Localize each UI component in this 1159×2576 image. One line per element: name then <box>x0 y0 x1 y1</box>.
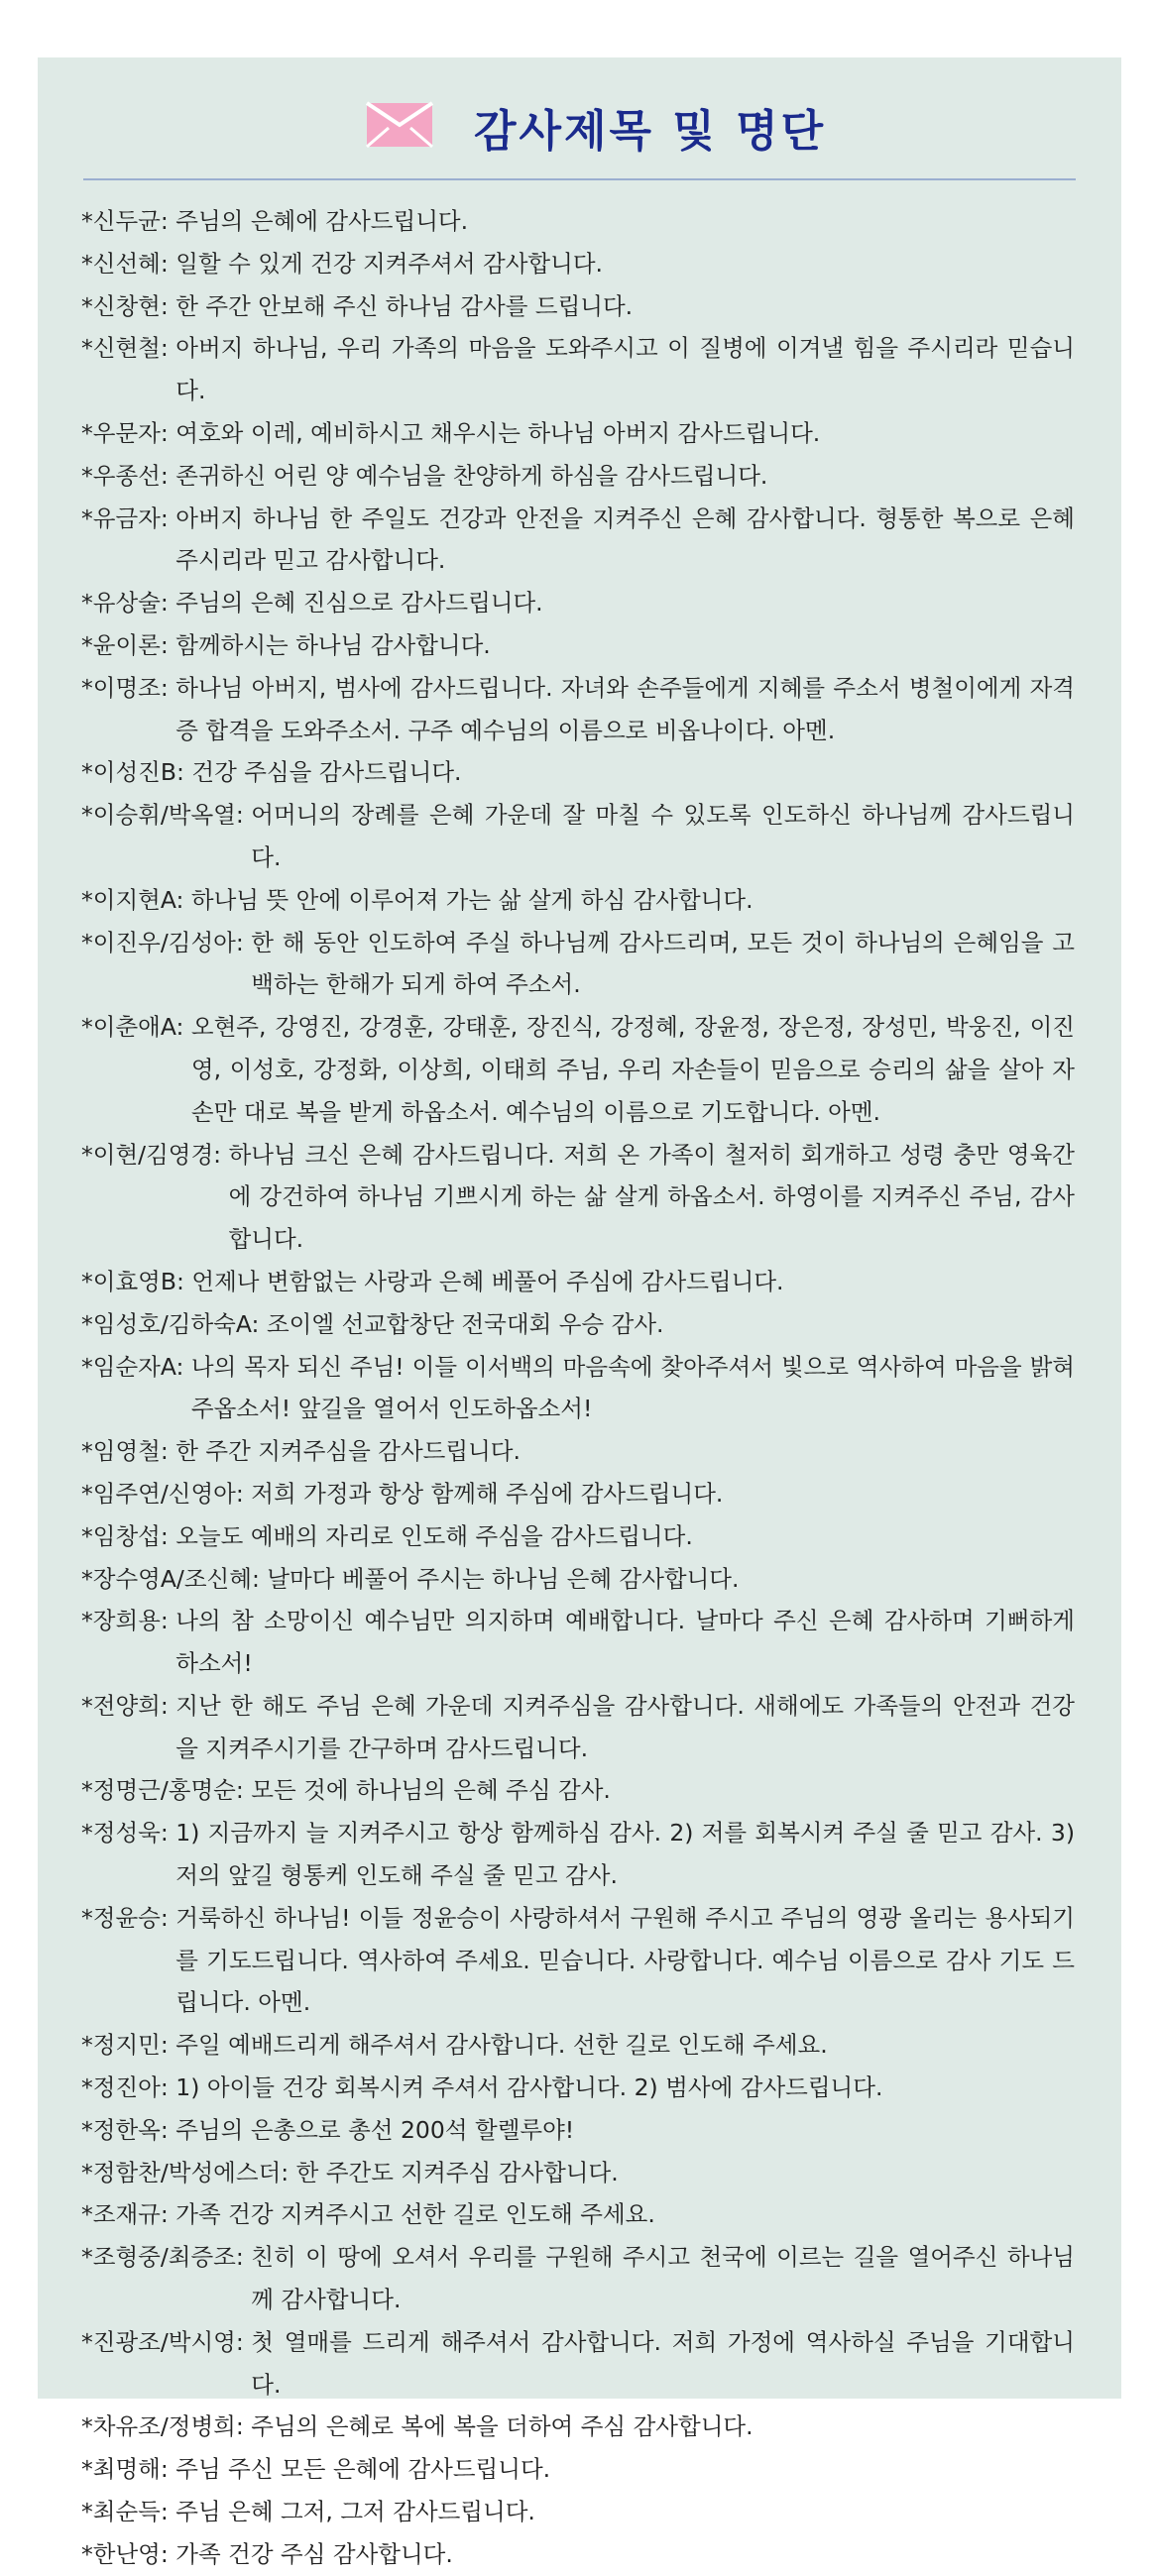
entry-name: *이춘애A: <box>81 1013 191 1042</box>
entry-name: *신두균: <box>81 207 176 235</box>
entry-name: *이성진B: <box>81 758 192 787</box>
entry-text: 가족 건강 지켜주시고 선한 길로 인도해 주세요. <box>175 2200 655 2229</box>
entry-text: 여호와 이레, 예비하시고 채우시는 하나님 아버지 감사드립니다. <box>175 418 821 447</box>
list-item <box>81 1303 1075 1346</box>
entry-text: 1) 지금까지 늘 지켜주시고 항상 함께하심 감사. 2) 저를 회복시켜 주실 줄 믿고 감사. 3) 저의 앞길 형통케 인도해 주실 줄 믿고 감사. <box>175 1819 1075 1890</box>
entry-text: 언제나 변함없는 사랑과 은혜 베풀어 주심에 감사드립니다. <box>191 1267 784 1295</box>
entry-text: 저희 가정과 항상 함께해 주심에 감사드립니다. <box>251 1479 724 1508</box>
entry-name: *조형중/최증조: <box>81 2243 252 2272</box>
entry-text: 1) 아이들 건강 회복시켜 주셔서 감사합니다. 2) 범사에 감사드립니다. <box>175 2073 883 2102</box>
entry-text: 주님의 은혜로 복에 복을 더하여 주심 감사합니다. <box>251 2412 753 2441</box>
entry-text: 가족 건강 주심 감사합니다. <box>175 2539 453 2568</box>
entry-name: *정지민: <box>81 2031 176 2060</box>
content-panel <box>38 57 1121 2568</box>
entry-name: *유상술: <box>81 589 176 617</box>
list-item <box>81 879 1075 922</box>
entry-text: 한 주간도 지켜주심 감사합니다. <box>295 2158 619 2186</box>
entry-text: 지난 한 해도 주님 은혜 가운데 지켜주심을 감사합니다. 새해에도 가족들의 안전과 건강을 지켜주시기를 간구하며 감사드립니다. <box>175 1691 1075 1762</box>
entry-name: *최순득: <box>81 2498 176 2526</box>
entry-text: 일할 수 있게 건강 지켜주셔서 감사합니다. <box>175 249 603 278</box>
list-item <box>81 285 1075 328</box>
entry-name: *신현철: <box>81 334 176 363</box>
entry-text: 한 해 동안 인도하여 주실 하나님께 감사드리며, 모든 것이 하나님의 은혜임을 고백하는 한해가 되게 하여 주소서. <box>251 928 1075 999</box>
header <box>38 89 1121 159</box>
list-item <box>81 1558 1075 1601</box>
list-item <box>81 327 1075 412</box>
list-item <box>81 1769 1075 1812</box>
entry-name: *우종선: <box>81 461 176 490</box>
entry-name: *임영철: <box>81 1437 176 1466</box>
list-item <box>81 1430 1075 1473</box>
entry-text: 오늘도 예배의 자리로 인도해 주심을 감사드립니다. <box>175 1521 693 1550</box>
list-item <box>81 2193 1075 2236</box>
entry-name: *이현/김영경: <box>81 1140 229 1169</box>
entry-text: 거룩하신 하나님! 이들 정윤승이 사랑하셔서 구원해 주시고 주님의 영광 올리는 용사되기를 기도드립니다. 역사하여 주세요. 믿습니다. 사랑합니다. 예수님 이름으로 감사 기도 드립니다. 아멘. <box>175 1903 1075 2017</box>
entry-text: 첫 열매를 드리게 해주셔서 감사합니다. 저희 가정에 역사하실 주님을 기대합니다. <box>251 2327 1075 2399</box>
entry-name: *이효영B: <box>81 1267 192 1295</box>
list-item <box>81 1346 1075 1431</box>
entry-name: *이지현A: <box>81 885 191 914</box>
list-item <box>81 2406 1075 2448</box>
entry-text: 주님 주신 모든 은혜에 감사드립니다. <box>175 2455 551 2484</box>
entry-name: *신창현: <box>81 291 176 320</box>
thanks-list <box>81 200 1075 2576</box>
entry-text: 주님의 은혜 진심으로 감사드립니다. <box>175 589 543 617</box>
list-item <box>81 498 1075 583</box>
entry-text: 친히 이 땅에 오셔서 우리를 구원해 주시고 천국에 이르는 길을 열어주신 하나님께 감사합니다. <box>251 2243 1075 2314</box>
entry-name: *한난영: <box>81 2539 176 2568</box>
envelope-icon <box>365 101 434 149</box>
entry-text: 날마다 베풀어 주시는 하나님 은혜 감사합니다. <box>267 1564 740 1593</box>
entry-text: 나의 참 소망이신 예수님만 의지하며 예배합니다. 날마다 주신 은혜 감사하며 기뻐하게 하소서! <box>175 1607 1075 1678</box>
entry-name: *윤이론: <box>81 630 176 659</box>
entry-name: *이승휘/박옥열: <box>81 801 252 830</box>
entry-text: 주님의 은혜에 감사드립니다. <box>175 207 469 235</box>
list-item <box>81 751 1075 794</box>
list-item <box>81 2024 1075 2067</box>
entry-name: *장희용: <box>81 1607 176 1635</box>
list-item <box>81 2321 1075 2407</box>
list-item <box>81 2067 1075 2109</box>
entry-text: 모든 것에 하나님의 은혜 주심 감사. <box>251 1776 611 1805</box>
list-item <box>81 1134 1075 1261</box>
entry-name: *정윤승: <box>81 1903 176 1932</box>
list-item <box>81 667 1075 752</box>
list-item <box>81 2491 1075 2533</box>
entry-name: *우문자: <box>81 418 176 447</box>
entry-text: 존귀하신 어린 양 예수님을 찬양하게 하심을 감사드립니다. <box>175 461 768 490</box>
entry-name: *장수영A/조신혜: <box>81 1564 268 1593</box>
entry-name: *정진아: <box>81 2073 176 2102</box>
entry-name: *정성욱: <box>81 1819 176 1848</box>
list-item <box>81 1600 1075 1685</box>
entry-text: 주일 예배드리게 해주셔서 감사합니다. 선한 길로 인도해 주세요. <box>175 2031 828 2060</box>
list-item <box>81 2533 1075 2576</box>
list-item <box>81 455 1075 498</box>
list-item <box>81 1685 1075 1770</box>
entry-text: 함께하시는 하나님 감사합니다. <box>175 630 491 659</box>
entry-name: *임성호/김하숙A: <box>81 1309 267 1338</box>
entry-name: *유금자: <box>81 504 176 532</box>
entry-name: *임창섭: <box>81 1521 176 1550</box>
list-item <box>81 2236 1075 2321</box>
entry-text: 주님 은혜 그저, 그저 감사드립니다. <box>175 2498 535 2526</box>
entry-name: *이진우/김성아: <box>81 928 252 956</box>
list-item <box>81 1897 1075 2024</box>
entry-text: 하나님 뜻 안에 이루어져 가는 삶 살게 하심 감사합니다. <box>190 885 753 914</box>
list-item <box>81 243 1075 285</box>
entry-name: *임순자A: <box>81 1352 191 1381</box>
list-item <box>81 412 1075 455</box>
entry-name: *조재규: <box>81 2200 176 2229</box>
entry-name: *임주연/신영아: <box>81 1479 252 1508</box>
list-item <box>81 2448 1075 2491</box>
entry-text: 건강 주심을 감사드립니다. <box>191 758 462 787</box>
entry-text: 조이엘 선교합창단 전국대회 우승 감사. <box>266 1309 664 1338</box>
page-title: 감사제목 및 명단 <box>474 106 827 157</box>
entry-text: 한 주간 지켜주심을 감사드립니다. <box>175 1437 521 1466</box>
list-item <box>81 1473 1075 1515</box>
entry-name: *정함찬/박성에스더: <box>81 2158 296 2186</box>
entry-text: 아버지 하나님, 우리 가족의 마음을 도와주시고 이 질병에 이겨낼 힘을 주시리라 믿습니다. <box>175 334 1075 405</box>
list-item <box>81 1515 1075 1558</box>
entry-name: *정한옥: <box>81 2115 176 2144</box>
list-item <box>81 582 1075 624</box>
list-item <box>81 2109 1075 2152</box>
entry-name: *진광조/박시영: <box>81 2327 252 2356</box>
entry-text: 나의 목자 되신 주님! 이들 이서백의 마음속에 찾아주셔서 빛으로 역사하여 마음을 밝혀 주옵소서! 앞길을 열어서 인도하옵소서! <box>190 1352 1075 1423</box>
list-item <box>81 1812 1075 1897</box>
entry-name: *이명조: <box>81 673 176 702</box>
list-item <box>81 1261 1075 1303</box>
entry-name: *전양희: <box>81 1691 176 1720</box>
entry-text: 오현주, 강영진, 강경훈, 강태훈, 장진식, 강정혜, 장윤정, 장은정, 장성민, 박웅진, 이진영, 이성호, 강정화, 이상희, 이태희 주님, 우리 자손들이 믿음으로 승리의 삶을 살아 자손만 대로 복을 받게 하옵소서. 예수님의 이름으로 기도합니다. 아멘. <box>190 1013 1075 1126</box>
entry-text: 하나님 크신 은혜 감사드립니다. 저희 온 가족이 철저히 회개하고 성령 충만 영육간에 강건하여 하나님 기쁘시게 하는 삶 살게 하옵소서. 하영이를 지켜주신 주님, 감사합니다. <box>228 1140 1075 1254</box>
entry-text: 하나님 아버지, 범사에 감사드립니다. 자녀와 손주들에게 지혜를 주소서 병철이에게 자격증 합격을 도와주소서. 구주 예수님의 이름으로 비옵나이다. 아멘. <box>175 673 1075 744</box>
list-item <box>81 624 1075 667</box>
entry-text: 어머니의 장례를 은혜 가운데 잘 마칠 수 있도록 인도하신 하나님께 감사드립니다. <box>251 801 1075 871</box>
list-item <box>81 200 1075 243</box>
entry-text: 아버지 하나님 한 주일도 건강과 안전을 지켜주신 은혜 감사합니다. 형통한 복으로 은혜 주시리라 믿고 감사합니다. <box>175 504 1075 575</box>
list-item <box>81 2152 1075 2194</box>
list-item <box>81 794 1075 879</box>
list-item <box>81 922 1075 1007</box>
entry-name: *정명근/홍명순: <box>81 1776 252 1805</box>
list-item <box>81 1006 1075 1133</box>
entry-name: *차유조/정병희: <box>81 2412 252 2441</box>
entry-text: 한 주간 안보해 주신 하나님 감사를 드립니다. <box>175 291 634 320</box>
title-divider <box>83 178 1076 180</box>
entry-name: *신선혜: <box>81 249 176 278</box>
entry-text: 주님의 은총으로 총선 200석 할렐루야! <box>175 2115 575 2144</box>
entry-name: *최명해: <box>81 2455 176 2484</box>
